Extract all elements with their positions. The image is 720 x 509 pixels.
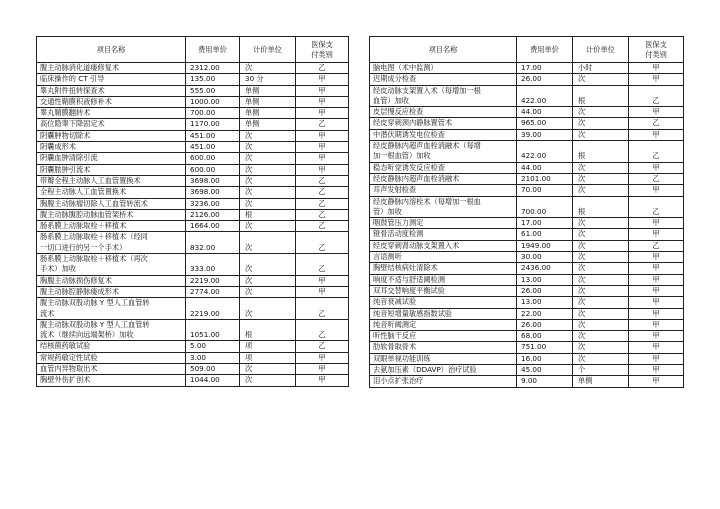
table-row — [370, 162, 684, 173]
header-item-name: 项目名称 — [370, 37, 517, 63]
header-item-name: 项目名称 — [37, 37, 186, 63]
insurance-category-cell: 甲 — [296, 375, 349, 386]
fee-price-cell: 1664.00 — [186, 221, 240, 232]
insurance-category-cell: 乙 — [296, 175, 349, 186]
item-name-cell: 肠系膜上动脉取栓＋移植术（再次 手术）加收 — [37, 254, 186, 276]
fee-price-cell: 2126.00 — [186, 209, 240, 220]
pricing-unit-cell: 根 — [240, 319, 296, 341]
table-row — [37, 298, 349, 320]
fee-price-cell: 751.00 — [517, 342, 573, 353]
fee-price-cell: 17.00 — [517, 63, 573, 74]
fee-price-cell: 22.00 — [517, 308, 573, 319]
insurance-category-cell: 甲 — [296, 85, 349, 96]
fee-price-cell: 16.00 — [517, 353, 573, 364]
item-name-cell: 中潜伏期诱发电位检查 — [370, 129, 517, 140]
fee-price-cell: 700.00 — [517, 196, 573, 218]
pricing-unit-cell: 次 — [573, 118, 629, 129]
insurance-category-cell: 甲 — [629, 331, 684, 342]
fee-price-cell: 70.00 — [517, 185, 573, 196]
table-row — [370, 229, 684, 240]
pricing-unit-cell: 个 — [573, 365, 629, 376]
table-row — [37, 232, 349, 254]
pricing-unit-cell: 次 — [573, 252, 629, 263]
item-name-cell: 纯音衰减试验 — [370, 297, 517, 308]
insurance-category-cell: 乙 — [629, 141, 684, 163]
fee-price-cell: 965.00 — [517, 118, 573, 129]
pricing-unit-cell: 30 分 — [240, 74, 296, 85]
insurance-category-cell: 乙 — [296, 319, 349, 341]
pricing-unit-cell: 次 — [573, 173, 629, 184]
fee-table-right — [369, 36, 684, 388]
table-row — [37, 364, 349, 375]
fee-price-cell: 3236.00 — [186, 198, 240, 209]
table-row — [37, 63, 349, 74]
fee-price-cell: 68.00 — [517, 331, 573, 342]
item-name-cell: 言语测听 — [370, 252, 517, 263]
fee-price-cell: 13.00 — [517, 297, 573, 308]
table-row — [370, 240, 684, 251]
pricing-unit-cell: 次 — [240, 142, 296, 153]
pricing-unit-cell: 次 — [240, 275, 296, 286]
insurance-category-cell: 甲 — [629, 185, 684, 196]
item-name-cell: 阴囊血肿清除引流 — [37, 153, 186, 164]
pricing-unit-cell: 根 — [573, 196, 629, 218]
fee-price-cell: 26.00 — [517, 285, 573, 296]
insurance-category-cell: 甲 — [629, 308, 684, 319]
table-row — [37, 352, 349, 363]
table-row — [370, 252, 684, 263]
fee-price-cell: 5.00 — [186, 341, 240, 352]
fee-price-cell: 555.00 — [186, 85, 240, 96]
item-name-cell: 结核菌药敏试验 — [37, 341, 186, 352]
fee-price-cell: 3.00 — [186, 352, 240, 363]
fee-price-cell: 1051.00 — [186, 319, 240, 341]
table-row — [37, 74, 349, 85]
insurance-category-cell: 乙 — [296, 341, 349, 352]
header-insurance-category: 医保支 付类别 — [296, 37, 349, 63]
pricing-unit-cell: 次 — [573, 74, 629, 85]
insurance-category-cell: 甲 — [629, 285, 684, 296]
item-name-cell: 脑电图（术中监测） — [370, 63, 517, 74]
pricing-unit-cell: 单侧 — [240, 108, 296, 119]
table-row — [370, 319, 684, 330]
fee-price-cell: 44.00 — [517, 107, 573, 118]
item-name-cell: 经皮静脉内超声血栓消融术 — [370, 173, 517, 184]
fee-price-cell: 13.00 — [517, 274, 573, 285]
insurance-category-cell: 甲 — [296, 164, 349, 175]
fee-price-cell: 451.00 — [186, 142, 240, 153]
fee-price-cell: 1170.00 — [186, 119, 240, 130]
pricing-unit-cell: 次 — [573, 107, 629, 118]
item-name-cell: 纯音听阈测定 — [370, 319, 517, 330]
insurance-category-cell: 甲 — [629, 353, 684, 364]
table-row — [370, 141, 684, 163]
table-row — [370, 297, 684, 308]
item-name-cell: 肋软骨取骨术 — [370, 342, 517, 353]
table-row — [37, 130, 349, 141]
item-name-cell: 常规药敏定性试验 — [37, 352, 186, 363]
insurance-category-cell: 乙 — [296, 221, 349, 232]
item-name-cell: 临床操作的 CT 引导 — [37, 74, 186, 85]
table-row — [370, 85, 684, 107]
item-name-cell: 皮层慢反应检查 — [370, 107, 517, 118]
header-fee-price: 费用单价 — [186, 37, 240, 63]
insurance-category-cell: 甲 — [629, 63, 684, 74]
table-row — [37, 341, 349, 352]
pricing-unit-cell: 次 — [240, 153, 296, 164]
item-name-cell: 迟期成分检查 — [370, 74, 517, 85]
item-name-cell: 咽鼓管压力测定 — [370, 218, 517, 229]
table-row — [37, 164, 349, 175]
table-row — [370, 342, 684, 353]
pricing-unit-cell: 次 — [573, 218, 629, 229]
item-name-cell: 肠系膜上动脉取栓＋移植术 — [37, 221, 186, 232]
header-row — [370, 37, 684, 63]
table-row — [37, 319, 349, 341]
item-name-cell: 经皮静脉内溶栓术（每增加一根血 管）加收 — [370, 196, 517, 218]
insurance-category-cell: 甲 — [629, 229, 684, 240]
pricing-unit-cell: 项 — [240, 341, 296, 352]
pricing-unit-cell: 次 — [240, 232, 296, 254]
fee-price-cell: 3698.00 — [186, 175, 240, 186]
pricing-unit-cell: 次 — [573, 274, 629, 285]
fee-price-cell: 600.00 — [186, 153, 240, 164]
pricing-unit-cell: 项 — [240, 352, 296, 363]
insurance-category-cell: 乙 — [629, 240, 684, 251]
item-name-cell: 腹主动脉腹腔动脉血管架桥术 — [37, 209, 186, 220]
fee-price-cell: 1949.00 — [517, 240, 573, 251]
table-row — [37, 198, 349, 209]
item-name-cell: 稳态听觉诱发反应检查 — [370, 162, 517, 173]
fee-price-cell: 600.00 — [186, 164, 240, 175]
insurance-category-cell: 甲 — [296, 142, 349, 153]
header-pricing-unit: 计价单位 — [573, 37, 629, 63]
fee-price-cell: 44.00 — [517, 162, 573, 173]
insurance-category-cell: 甲 — [629, 274, 684, 285]
table-row — [370, 118, 684, 129]
table-row — [370, 331, 684, 342]
insurance-category-cell: 乙 — [296, 232, 349, 254]
item-name-cell: 交通性鞘膜积液修补术 — [37, 96, 186, 107]
pricing-unit-cell: 次 — [573, 331, 629, 342]
table-row — [370, 173, 684, 184]
pricing-unit-cell: 单侧 — [240, 85, 296, 96]
insurance-category-cell: 甲 — [629, 107, 684, 118]
table-row — [37, 275, 349, 286]
pricing-unit-cell: 次 — [240, 286, 296, 297]
item-name-cell: 泪小点扩张治疗 — [370, 376, 517, 387]
item-name-cell: 经皮穿刺肾动脉支架置入术 — [370, 240, 517, 251]
insurance-category-cell: 甲 — [296, 286, 349, 297]
pricing-unit-cell: 次 — [573, 229, 629, 240]
pricing-unit-cell: 单侧 — [240, 96, 296, 107]
pricing-unit-cell: 次 — [240, 187, 296, 198]
pricing-unit-cell: 根 — [573, 141, 629, 163]
insurance-category-cell: 乙 — [629, 173, 684, 184]
insurance-category-cell: 乙 — [296, 187, 349, 198]
pricing-unit-cell: 次 — [240, 63, 296, 74]
insurance-category-cell: 甲 — [296, 153, 349, 164]
fee-price-cell: 2312.00 — [186, 63, 240, 74]
table-row — [37, 119, 349, 130]
insurance-category-cell: 乙 — [629, 85, 684, 107]
pricing-unit-cell: 根 — [573, 85, 629, 107]
table-row — [37, 175, 349, 186]
insurance-category-cell: 甲 — [296, 352, 349, 363]
table-row — [37, 221, 349, 232]
pricing-unit-cell: 次 — [573, 162, 629, 173]
pricing-unit-cell: 次 — [573, 308, 629, 319]
fee-price-cell: 1044.00 — [186, 375, 240, 386]
item-name-cell: 高位隐睾下降固定术 — [37, 119, 186, 130]
insurance-category-cell: 乙 — [296, 254, 349, 276]
item-name-cell: 双耳交替响度平衡试验 — [370, 285, 517, 296]
table-body-right — [370, 63, 684, 388]
pricing-unit-cell: 次 — [573, 297, 629, 308]
fee-price-cell: 333.00 — [186, 254, 240, 276]
pricing-unit-cell: 次 — [240, 164, 296, 175]
fee-price-cell: 135.00 — [186, 74, 240, 85]
table-row — [37, 108, 349, 119]
pricing-unit-cell: 小时 — [573, 63, 629, 74]
fee-price-cell: 45.00 — [517, 365, 573, 376]
item-name-cell: 胸腹主动脉损伤修复术 — [37, 275, 186, 286]
insurance-category-cell: 甲 — [629, 252, 684, 263]
fee-price-cell: 1000.00 — [186, 96, 240, 107]
item-name-cell: 阴囊脓肿引流术 — [37, 164, 186, 175]
fee-price-cell: 832.00 — [186, 232, 240, 254]
pricing-unit-cell: 次 — [573, 240, 629, 251]
pricing-unit-cell: 次 — [573, 129, 629, 140]
pricing-unit-cell: 次 — [240, 298, 296, 320]
insurance-category-cell: 甲 — [629, 74, 684, 85]
insurance-category-cell: 甲 — [296, 130, 349, 141]
header-fee-price: 费用单价 — [517, 37, 573, 63]
table-row — [370, 353, 684, 364]
header-pricing-unit: 计价单位 — [240, 37, 296, 63]
fee-price-cell: 700.00 — [186, 108, 240, 119]
fee-price-cell: 30.00 — [517, 252, 573, 263]
insurance-category-cell: 甲 — [296, 275, 349, 286]
table-row — [37, 254, 349, 276]
pricing-unit-cell: 次 — [240, 175, 296, 186]
pricing-unit-cell: 单侧 — [240, 119, 296, 130]
pricing-unit-cell: 次 — [240, 375, 296, 386]
pricing-unit-cell: 次 — [573, 185, 629, 196]
item-name-cell: 带瓣全程主动脉人工血管置换术 — [37, 175, 186, 186]
fee-price-cell: 2219.00 — [186, 298, 240, 320]
table-row — [370, 107, 684, 118]
table-row — [370, 196, 684, 218]
insurance-category-cell: 乙 — [296, 119, 349, 130]
fee-price-cell: 2101.00 — [517, 173, 573, 184]
table-row — [37, 85, 349, 96]
insurance-category-cell: 甲 — [296, 108, 349, 119]
header-row — [37, 37, 349, 63]
item-name-cell: 腹主动脉双股动脉 Y 型人工血管转 流术 — [37, 298, 186, 320]
insurance-category-cell: 乙 — [629, 118, 684, 129]
item-name-cell: 腹主动脉腔静脉瘘成形术 — [37, 286, 186, 297]
table-row — [37, 209, 349, 220]
fee-price-cell: 451.00 — [186, 130, 240, 141]
insurance-category-cell: 乙 — [296, 198, 349, 209]
item-name-cell: 阴囊成形术 — [37, 142, 186, 153]
item-name-cell: 经皮穿刺颈内静脉置管术 — [370, 118, 517, 129]
insurance-category-cell: 甲 — [629, 263, 684, 274]
table-row — [37, 187, 349, 198]
pricing-unit-cell: 次 — [573, 353, 629, 364]
insurance-category-cell: 甲 — [296, 364, 349, 375]
item-name-cell: 响度不适与舒适阈检测 — [370, 274, 517, 285]
item-name-cell: 经皮动脉支架置入术（每增加一根 血管）加收 — [370, 85, 517, 107]
item-name-cell: 血管内异物取出术 — [37, 364, 186, 375]
table-row — [370, 308, 684, 319]
table-row — [37, 286, 349, 297]
fee-price-cell: 2774.00 — [186, 286, 240, 297]
fee-price-cell: 509.00 — [186, 364, 240, 375]
table-row — [370, 218, 684, 229]
insurance-category-cell: 甲 — [296, 74, 349, 85]
table-row — [37, 375, 349, 386]
pricing-unit-cell: 次 — [240, 364, 296, 375]
pricing-unit-cell: 次 — [573, 342, 629, 353]
item-name-cell: 纯音短增量敏感指数试验 — [370, 308, 517, 319]
insurance-category-cell: 乙 — [296, 209, 349, 220]
table-row — [370, 285, 684, 296]
fee-table-left — [36, 36, 349, 387]
item-name-cell: 全程主动脉人工血管置换术 — [37, 187, 186, 198]
item-name-cell: 听性脑干反应 — [370, 331, 517, 342]
item-name-cell: 胸腹主动脉瘤切除人工血管转流术 — [37, 198, 186, 209]
pricing-unit-cell: 次 — [240, 254, 296, 276]
table-row — [370, 185, 684, 196]
item-name-cell: 镫骨活动度检测 — [370, 229, 517, 240]
table-row — [37, 96, 349, 107]
fee-price-cell: 39.00 — [517, 129, 573, 140]
header-insurance-category: 医保支 付类别 — [629, 37, 684, 63]
item-name-cell: 腹主动脉消化道瘘修复术 — [37, 63, 186, 74]
pricing-unit-cell: 单侧 — [573, 376, 629, 387]
insurance-category-cell: 甲 — [629, 319, 684, 330]
pricing-unit-cell: 次 — [240, 198, 296, 209]
table-row — [370, 129, 684, 140]
insurance-category-cell: 甲 — [629, 376, 684, 387]
insurance-category-cell: 甲 — [629, 365, 684, 376]
table-row — [370, 263, 684, 274]
fee-price-cell: 26.00 — [517, 74, 573, 85]
item-name-cell: 耳声发射检查 — [370, 185, 517, 196]
fee-price-cell: 17.00 — [517, 218, 573, 229]
item-name-cell: 睾丸附件扭转探查术 — [37, 85, 186, 96]
insurance-category-cell: 甲 — [629, 342, 684, 353]
table-row — [370, 376, 684, 387]
insurance-category-cell: 甲 — [629, 129, 684, 140]
pricing-unit-cell: 次 — [573, 319, 629, 330]
item-name-cell: 睾丸鞘膜翻转术 — [37, 108, 186, 119]
insurance-category-cell: 甲 — [629, 218, 684, 229]
pricing-unit-cell: 次 — [573, 263, 629, 274]
insurance-category-cell: 乙 — [296, 63, 349, 74]
table-row — [370, 74, 684, 85]
pricing-unit-cell: 次 — [240, 221, 296, 232]
insurance-category-cell: 甲 — [296, 96, 349, 107]
table-body-left — [37, 63, 349, 387]
item-name-cell: 胸壁外伤扩创术 — [37, 375, 186, 386]
item-name-cell: 腹主动脉双股动脉 Y 型人工血管转 流术（继续向远端架桥）加收 — [37, 319, 186, 341]
item-name-cell: 去氨加压素（DDAVP）治疗试验 — [370, 365, 517, 376]
fee-price-cell: 3698.00 — [186, 187, 240, 198]
fee-price-cell: 9.00 — [517, 376, 573, 387]
pricing-unit-cell: 根 — [240, 209, 296, 220]
table-row — [370, 365, 684, 376]
pricing-unit-cell: 次 — [573, 285, 629, 296]
item-name-cell: 阴囊肿物切除术 — [37, 130, 186, 141]
table-row — [370, 63, 684, 74]
fee-price-cell: 26.00 — [517, 319, 573, 330]
item-name-cell: 肠系膜上动脉取栓＋移植术（经同 一切口进行的另一个手术） — [37, 232, 186, 254]
item-name-cell: 双眼单视功能训练 — [370, 353, 517, 364]
fee-price-cell: 2436.00 — [517, 263, 573, 274]
insurance-category-cell: 甲 — [629, 297, 684, 308]
pricing-unit-cell: 次 — [240, 130, 296, 141]
table-row — [370, 274, 684, 285]
table-row — [37, 142, 349, 153]
insurance-category-cell: 甲 — [629, 162, 684, 173]
fee-price-cell: 2219.00 — [186, 275, 240, 286]
item-name-cell: 经皮静脉内超声血栓消融术（每增 加一根血管）加收 — [370, 141, 517, 163]
fee-price-cell: 61.00 — [517, 229, 573, 240]
item-name-cell: 胸壁结核病灶清除术 — [370, 263, 517, 274]
fee-price-cell: 422.00 — [517, 85, 573, 107]
table-row — [37, 153, 349, 164]
fee-price-cell: 422.00 — [517, 141, 573, 163]
insurance-category-cell: 乙 — [629, 196, 684, 218]
insurance-category-cell: 乙 — [296, 298, 349, 320]
